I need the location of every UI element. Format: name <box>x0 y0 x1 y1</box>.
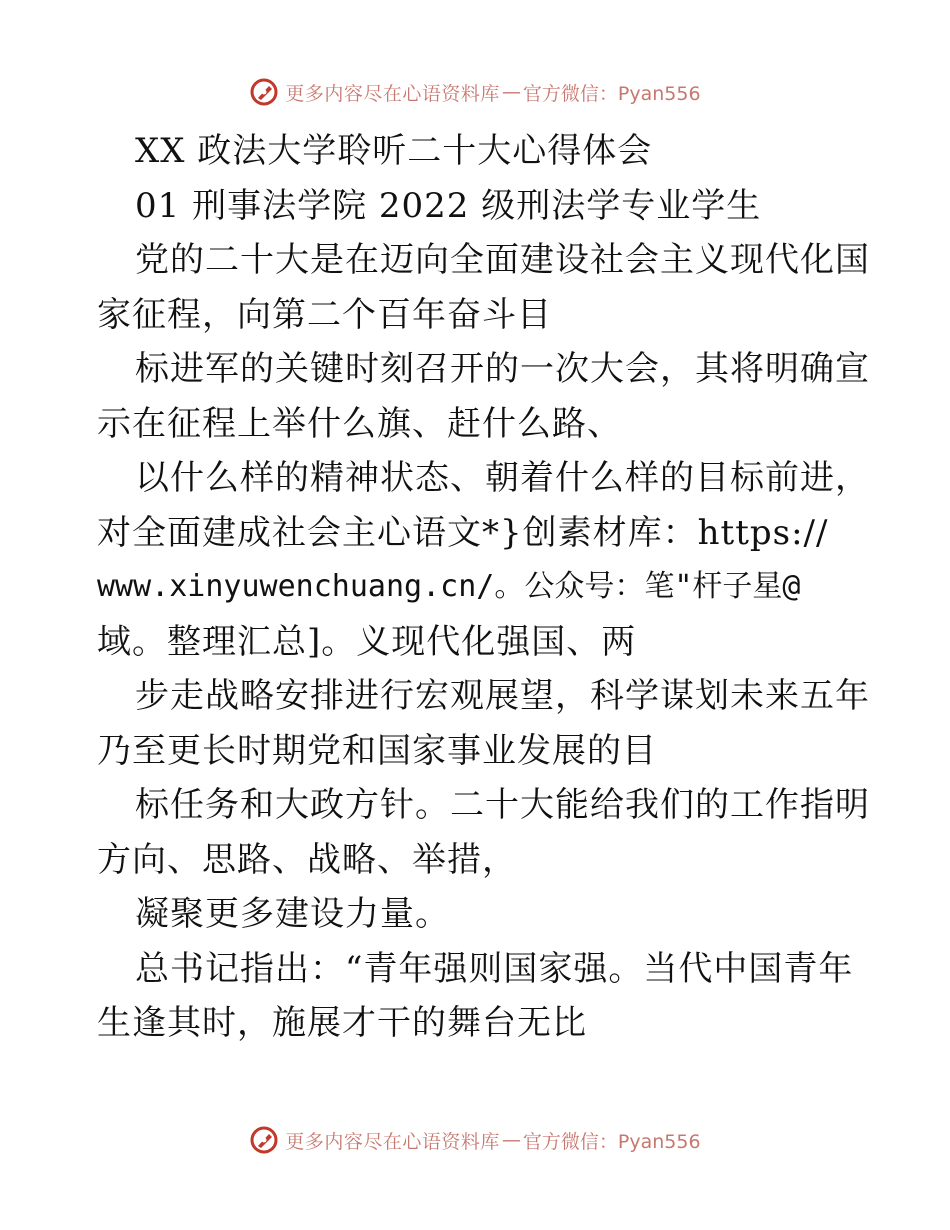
header-watermark-banner <box>0 72 950 112</box>
brand-logo-icon <box>249 77 279 107</box>
paragraph-line: 方向、思路、战略、举措， <box>97 839 517 880</box>
brand-logo-icon <box>249 1125 279 1155</box>
paragraph-line: 步走战略安排进行宏观展望，科学谋划未来五年 <box>135 676 870 716</box>
paragraph-line: 凝聚更多建设力量。 <box>135 894 450 934</box>
paragraph-line: 乃至更长时期党和国家事业发展的目 <box>97 730 657 771</box>
paragraph-line: 域。整理汇总]。义现代化强国、两 <box>97 621 637 662</box>
paragraph-line: 标进军的关键时刻召开的一次大会，其将明确宣 <box>135 349 870 389</box>
paragraph-line: 标任务和大政方针。二十大能给我们的工作指明 <box>135 785 870 825</box>
paragraph-line: 对全面建成社会主心语文*}创素材库：https:// <box>97 512 829 553</box>
watermark-text: 更多内容尽在心语资料库 <box>285 82 500 105</box>
paragraph-line: www.xinyuwenchuang.cn/。公众号：笔"杆子星@ <box>97 569 801 604</box>
watermark-text: 更多内容尽在心语资料库 <box>285 1130 500 1153</box>
paragraph-line: 家征程，向第二个百年奋斗目 <box>97 294 552 335</box>
document-body <box>97 124 870 1051</box>
watermark-separator: — <box>501 1129 521 1151</box>
document-title: XX 政法大学聆听二十大心得体会 <box>135 131 653 171</box>
paragraph-line: 以什么样的精神状态、朝着什么样的目标前进， <box>135 458 870 498</box>
watermark-wechat: 官方微信：Pyan556 <box>522 82 701 105</box>
watermark-wechat: 官方微信：Pyan556 <box>522 1130 701 1153</box>
paragraph-line: 生逢其时，施展才干的舞台无比 <box>97 1003 587 1043</box>
document-subtitle: 01 刑事法学院 2022 级刑法学专业学生 <box>135 185 762 226</box>
paragraph-line: 示在征程上举什么旗、赶什么路、 <box>97 403 622 444</box>
paragraph-line: 党的二十大是在迈向全面建设社会主义现代化国 <box>135 240 870 280</box>
watermark-separator: — <box>501 81 521 103</box>
footer-watermark-banner <box>0 1120 950 1160</box>
paragraph-line: 总书记指出：“青年强则国家强。当代中国青年 <box>135 948 854 989</box>
